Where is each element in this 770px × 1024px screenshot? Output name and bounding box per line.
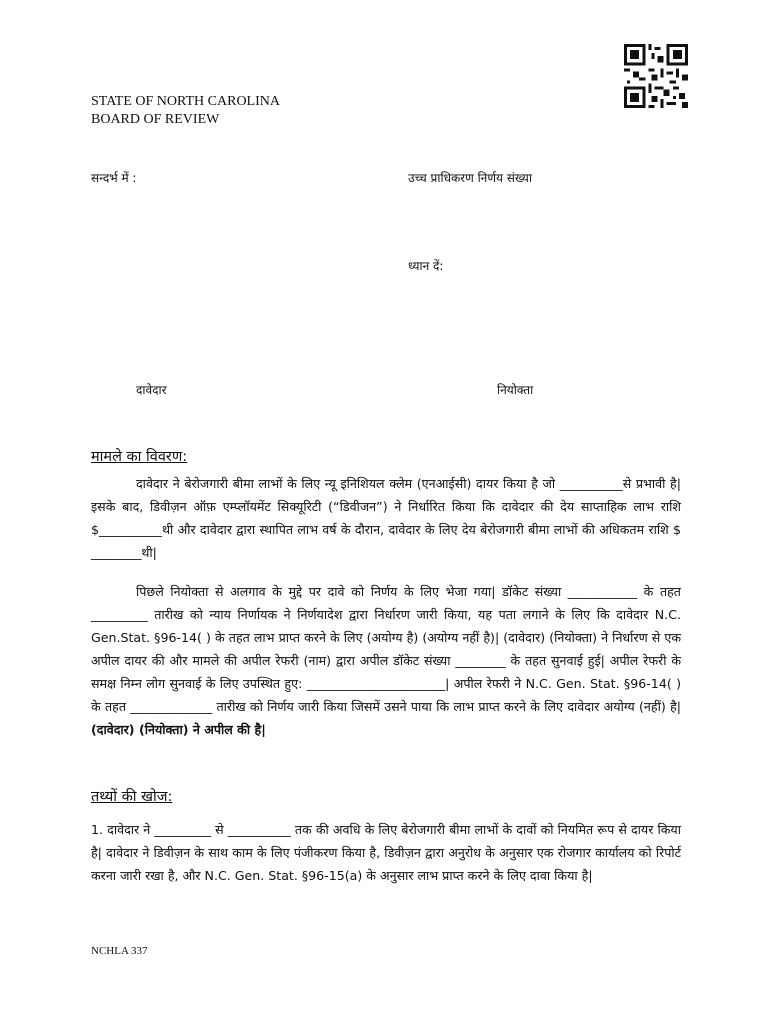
findings-heading: तथ्यों की खोज: [91,789,173,805]
case-paragraph-2 [91,580,681,741]
reference-label: सन्दर्भ में : [91,171,137,185]
form-code: NCHLA 337 [91,945,148,957]
state-name: STATE OF NORTH CAROLINA [91,94,280,109]
finding-item-1: 1. दावेदार ने _________ से __________ तक की अवधि के लिए बेरोजगारी बीमा लाभों के दावों को नियमित रूप से दायर किया है| दावेदार ने डिवीज़न के साथ काम के लिए पंजीकरण किया है, डिवीज़न द्वारा अनुरोध के अनुसार एक रोजगार कार्यालय को रिपोर्ट करना जारी रखा है, और N.C. Gen. Stat. §96-15(a) के अनुसार लाभ प्राप्त करने के लिए दावा किया है| [91,822,681,883]
case-paragraph-2-text: पिछले नियोक्ता से अलगाव के मुद्दे पर दावे को निर्णय के लिए भेजा गया| डॉकेट संख्या ___________ के तहत _________ तारीख को न्याय निर्णायक ने निर्णयादेश द्वारा निर्धारण जारी किया, यह पता लगाने के लिए कि दावेदार N.C. Gen.Stat. §96-14( ) के तहत लाभ प्राप्त करने के लिए (अयोग्य है) (अयोग्य नहीं है)| (दावेदार) (नियोक्ता) ने निर्धारण से एक अपील दायर की और मामले की अपील रेफरी (नाम) द्वारा अपील डॉकेट संख्या ________ के तहत सुनवाई हुई| अपील रेफरी के समक्ष निम्न लोग सुनवाई के लिए उपस्थित हुए: ______________________| अपील रेफरी ने N.C. Gen. Stat. §96-14( ) के तहत _____________ तारीख को निर्णय जारी किया जिसमें उसने पाया कि लाभ प्राप्त करने के लिए दावेदार अयोग्य (नहीं) है| [91,584,681,714]
case-statement-heading: मामले का विवरण: [91,449,188,465]
attention-label: ध्यान दें: [408,259,444,273]
case-paragraph-1: दावेदार ने बेरोजगारी बीमा लाभों के लिए न्यू इनिशियल क्लेम (एनआईसी) दायर किया है जो __________से प्रभावी है| इसके बाद, डिवीज़न ऑफ़ एम्प्लॉयमेंट सिक्यूरिटी (“डिवीजन”) ने निर्धारित किया कि दावेदार की देय साप्ताहिक लाभ राशि $__________थी और दावेदार द्वारा स्थापित लाभ वर्ष के दौरान, दावेदार के लिए देय बेरोजगारी बीमा लाभों की अधिकतम राशि $ ________थी| [91,476,681,560]
qr-code-icon [624,44,688,108]
board-name: BOARD OF REVIEW [91,112,220,127]
employer-label: नियोक्ता [497,383,534,397]
claimant-label: दावेदार [136,383,167,397]
appeal-statement: (दावेदार) (नियोक्ता) ने अपील की है| [91,722,266,737]
decision-number-label: उच्च प्राधिकरण निर्णय संख्या [408,171,532,185]
